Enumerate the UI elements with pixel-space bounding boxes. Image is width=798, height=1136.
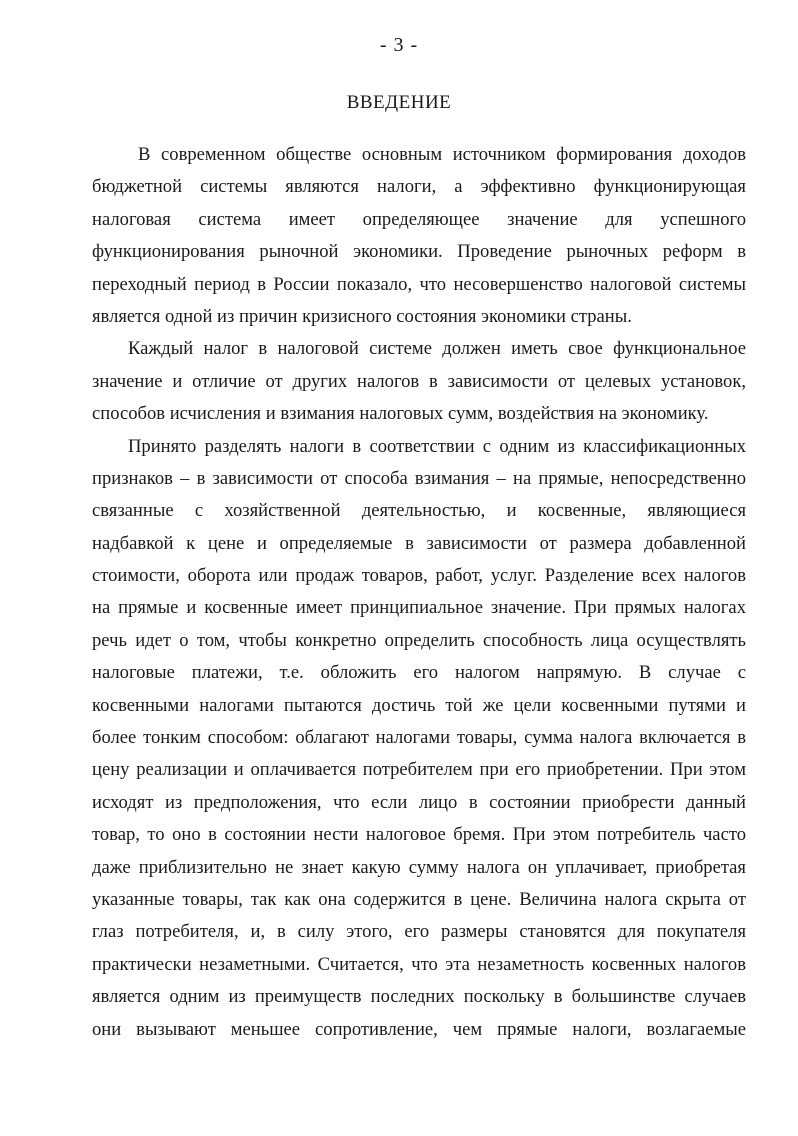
text-line: функционирования рыночной экономики. Проведение рыночных реформ в: [92, 241, 746, 263]
page-number: - 3 -: [379, 34, 419, 56]
text-line: даже приблизительно не знает какую сумму налога он уплачивает, приобретая: [92, 856, 746, 878]
text-line: глаз потребителя, и, в силу этого, его размеры становятся для покупателя: [92, 921, 746, 943]
text-line: способов исчисления и взимания налоговых сумм, воздействия на экономику.: [92, 403, 709, 425]
text-line: указанные товары, так как она содержится в цене. Величина налога скрыта от: [92, 888, 746, 910]
text-line: надбавкой к цене и определяемые в зависимости от размера добавленной: [92, 532, 746, 554]
text-line: является одной из причин кризисного состояния экономики страны.: [92, 305, 632, 327]
text-line: более тонким способом: облагают налогами товары, сумма налога включается в: [92, 727, 746, 749]
text-line: на прямые и косвенные имеет принципиальное значение. При прямых налогах: [92, 597, 746, 619]
paragraph-2: [92, 333, 746, 430]
text-line: практически незаметными. Считается, что эта незаметность косвенных налогов: [92, 953, 746, 975]
text-line: переходный период в России показало, что несовершенство налоговой системы: [92, 273, 746, 295]
text-line: они вызывают меньшее сопротивление, чем прямые налоги, возлагаемые: [92, 1018, 746, 1040]
text-line: налоговые платежи, т.е. обложить его налогом напрямую. В случае с: [92, 662, 746, 684]
text-line: налоговая система имеет определяющее значение для успешного: [92, 208, 746, 230]
text-line: В современном обществе основным источником формирования доходов: [138, 144, 746, 165]
paragraph-1: [92, 139, 746, 333]
text-line: значение и отличие от других налогов в зависимости от целевых установок,: [92, 370, 746, 392]
text-line: бюджетной системы являются налоги, а эффективно функционирующая: [92, 176, 746, 198]
text-line: исходят из предположения, что если лицо в состоянии приобрести данный: [92, 791, 746, 813]
text-line: речь идет о том, чтобы конкретно определить способность лица осуществлять: [92, 629, 746, 651]
text-line: является одним из преимуществ последних поскольку в большинстве случаев: [92, 986, 746, 1008]
text-line: косвенными налогами пытаются достичь той же цели косвенными путями и: [92, 694, 746, 716]
text-line: Каждый налог в налоговой системе должен иметь свое функциональное: [128, 338, 746, 360]
paragraph-3: [92, 431, 746, 1046]
text-line: товар, то оно в состоянии нести налоговое бремя. При этом потребитель часто: [92, 824, 746, 846]
text-line: Принято разделять налоги в соответствии с одним из классификационных: [128, 435, 746, 457]
text-line: стоимости, оборота или продаж товаров, работ, услуг. Разделение всех налогов: [92, 565, 746, 587]
text-line: связанные с хозяйственной деятельностью, и косвенные, являющиеся: [92, 500, 746, 522]
text-line: признаков – в зависимости от способа взимания – на прямые, непосредственно: [92, 467, 746, 489]
section-heading: ВВЕДЕНИЕ: [346, 92, 452, 113]
body-text: [92, 139, 746, 1046]
text-line: цену реализации и оплачивается потребителем при его приобретении. При этом: [92, 759, 746, 781]
